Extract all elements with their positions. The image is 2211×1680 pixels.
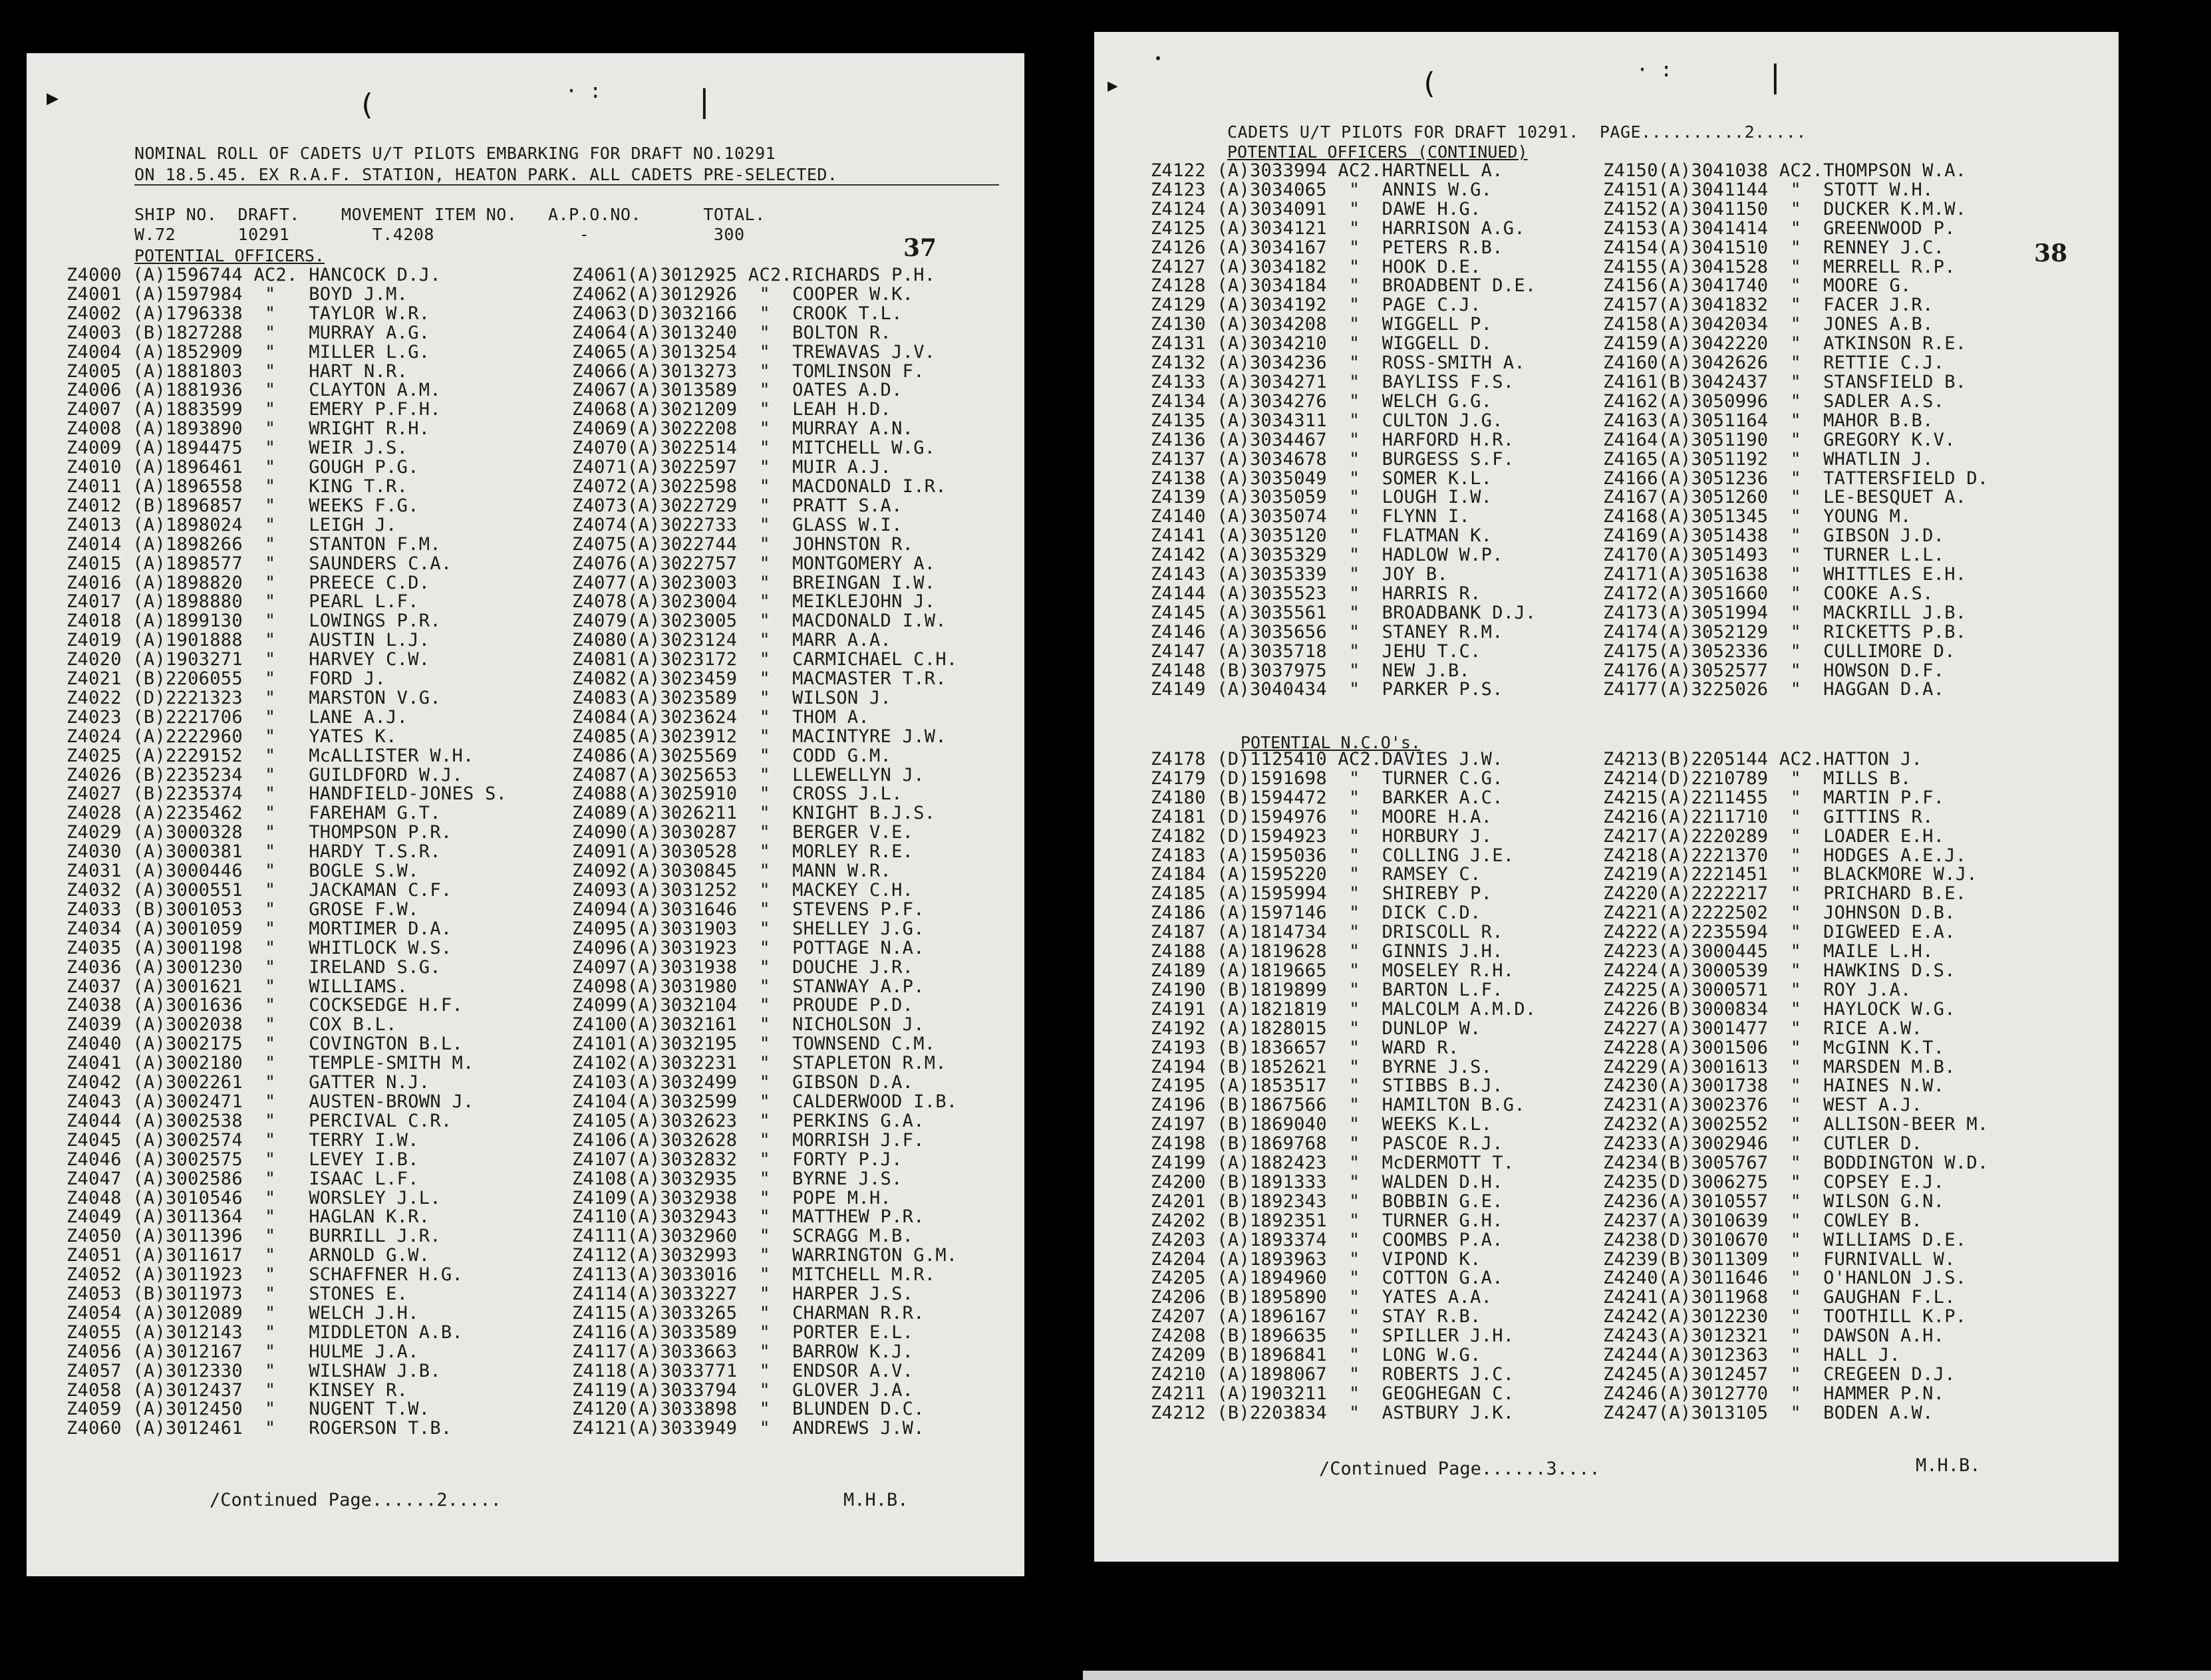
page-number: 37 — [903, 234, 937, 262]
roll-column-left-officers: Z4122 (A)3033994 AC2.HARTNELL A. Z4123 (A)3034065 " ANNIS W.G. Z4124 (A)3034091 " DAWE H.G. Z4125 (A)3034121 " HARRISON A.G. Z4126 (A)3034167 " PETERS R.B. Z4127 (A)3034182 " HOOK D.E. Z4128 (A)3034184 " BROADBENT D.E. Z4129 (A)3034192 " PAGE C.J. Z4130 (A)3034208 " WIGGELL P. Z4131 (A)3034210 " WIGGELL D. Z4132 (A)3034236 " ROSS-SMITH A. Z4133 (A)3034271 " BAYLISS F.S. Z4134 (A)3034276 " WELCH G.G. Z4135 (A)3034311 " CULTON J.G. Z4136 (A)3034467 " HARFORD H.R. Z4137 (A)3034678 " BURGESS S.F. Z4138 (A)3035049 " SOMER K.L. Z4139 (A)3035059 " LOUGH I.W. Z4140 (A)3035074 " FLYNN I. Z4141 (A)3035120 " FLATMAN K. Z4142 (A)3035329 " HADLOW W.P. Z4143 (A)3035339 " JOY B. Z4144 (A)3035523 " HARRIS R. Z4145 (A)3035561 " BROADBANK D.J. Z4146 (A)3035656 " STANEY R.M. Z4147 (A)3035718 " JEHU T.C. Z4148 (B)3037975 " NEW J.B. Z4149 (A)3040434 " PARKER P.S. — [1151, 160, 1537, 700]
roll-subtitle: ON 18.5.45. EX R.A.F. STATION, HEATON PARK. ALL CADETS PRE-SELECTED. — [134, 165, 838, 184]
page-number: 38 — [2034, 239, 2068, 267]
draft-info-labels: SHIP NO. DRAFT. MOVEMENT ITEM NO. A.P.O.NO. TOTAL. — [134, 205, 766, 224]
roll-column-right-officers: Z4150(A)3041038 AC2.THOMPSON W.A. Z4151(A)3041144 " STOTT W.H. Z4152(A)3041150 " DUCKER K.M.W. Z4153(A)3041414 " GREENWOOD P. Z4154(A)3041510 " RENNEY J.C. Z4155(A)3041528 " MERRELL R.P. Z4156(A)3041740 " MOORE G. Z4157(A)3041832 " FACER J.R. Z4158(A)3042034 " JONES A.B. Z4159(A)3042220 " ATKINSON R.E. Z4160(A)3042626 " RETTIE C.J. Z4161(B)3042437 " STANSFIELD B. Z4162(A)3050996 " SADLER A.S. Z4163(A)3051164 " MAHOR B.B. Z4164(A)3051190 " GREGORY K.V. Z4165(A)3051192 " WHATLIN J. Z4166(A)3051236 " TATTERSFIELD D. Z4167(A)3051260 " LE-BESQUET A. Z4168(A)3051345 " YOUNG M. Z4169(A)3051438 " GIBSON J.D. Z4170(A)3051493 " TURNER L.L. Z4171(A)3051638 " WHITTLES E.H. Z4172(A)3051660 " COOKE A.S. Z4173(A)3051994 " MACKRILL J.B. Z4174(A)3052129 " RICKETTS P.B. Z4175(A)3052336 " CULLIMORE D. Z4176(A)3052577 " HOWSON D.F. Z4177(A)3225026 " HAGGAN D.A. — [1603, 160, 1989, 700]
scan-edge — [1083, 1671, 2211, 1680]
section-heading: POTENTIAL OFFICERS. — [134, 246, 325, 265]
punch-mark: · : — [1636, 59, 1673, 82]
page-heading: CADETS U/T PILOTS FOR DRAFT 10291. PAGE..........2..... — [1227, 122, 1807, 142]
section-heading-continued: POTENTIAL OFFICERS (CONTINUED) — [1227, 142, 1528, 162]
roll-title: NOMINAL ROLL OF CADETS U/T PILOTS EMBARKING FOR DRAFT NO.10291 — [134, 144, 776, 163]
initials: M.H.B. — [1916, 1455, 1981, 1476]
punch-mark: | — [1766, 59, 1785, 94]
punch-mark: ▶ — [47, 86, 59, 110]
punch-mark: | — [695, 83, 714, 119]
roll-column-right: Z4061(A)3012925 AC2.RICHARDS P.H. Z4062(A)3012926 " COOPER W.K. Z4063(D)3032166 " CROOK T.L. Z4064(A)3013240 " BOLTON R. Z4065(A)3013254 " TREWAVAS J.V. Z4066(A)3013273 " TOMLINSON F. Z4067(A)3013589 " OATES A.D. Z4068(A)3021209 " LEAH H.D. Z4069(A)3022208 " MURRAY A.N. Z4070(A)3022514 " MITCHELL W.G. Z4071(A)3022597 " MUIR A.J. Z4072(A)3022598 " MACDONALD I.R. Z4073(A)3022729 " PRATT S.A. Z4074(A)3022733 " GLASS W.I. Z4075(A)3022744 " JOHNSTON R. Z4076(A)3022757 " MONTGOMERY A. Z4077(A)3023003 " BREINGAN I.W. Z4078(A)3023004 " MEIKLEJOHN J. Z4079(A)3023005 " MACDONALD I.W. Z4080(A)3023124 " MARR A.A. Z4081(A)3023172 " CARMICHAEL C.H. Z4082(A)3023459 " MACMASTER T.R. Z4083(A)3023589 " WILSON J. Z4084(A)3023624 " THOM A. Z4085(A)3023912 " MACINTYRE J.W. Z4086(A)3025569 " CODD G.M. Z4087(A)3025653 " LLEWELLYN J. Z4088(A)3025910 " CROSS J.L. Z4089(A)3026211 " KNIGHT B.J.S. Z4090(A)3030287 " BERGER V.E. Z4091(A)3030528 " MORLEY R.E. Z4092(A)3030845 " MANN W.R. Z4093(A)3031252 " MACKEY C.H. Z4094(A)3031646 " STEVENS P.F. Z4095(A)3031903 " SHELLEY J.G. Z4096(A)3031923 " POTTAGE N.A. Z4097(A)3031938 " DOUCHE J.R. Z4098(A)3031980 " STANWAY A.P. Z4099(A)3032104 " PROUDE P.D. Z4100(A)3032161 " NICHOLSON J. Z4101(A)3032195 " TOWNSEND C.M. Z4102(A)3032231 " STAPLETON R.M. Z4103(A)3032499 " GIBSON D.A. Z4104(A)3032599 " CALDERWOOD I.B. Z4105(A)3032623 " PERKINS G.A. Z4106(A)3032628 " MORRISH J.F. Z4107(A)3032832 " FORTY P.J. Z4108(A)3032935 " BYRNE J.S. Z4109(A)3032938 " POPE M.H. Z4110(A)3032943 " MATTHEW P.R. Z4111(A)3032960 " SCRAGG M.B. Z4112(A)3032993 " WARRINGTON G.M. Z4113(A)3033016 " MITCHELL M.R. Z4114(A)3033227 " HARPER J.S. Z4115(A)3033265 " CHARMAN R.R. Z4116(A)3033589 " PORTER E.L. Z4117(A)3033663 " BARROW K.J. Z4118(A)3033771 " ENDSOR A.V. Z4119(A)3033794 " GLOVER J.A. Z4120(A)3033898 " BLUNDEN D.C. Z4121(A)3033949 " ANDREWS J.W. — [572, 265, 958, 1439]
roll-column-left-nco: Z4178 (D)1125410 AC2.DAVIES J.W. Z4179 (D)1591698 " TURNER C.G. Z4180 (B)1594472 " BARKER A.C. Z4181 (D)1594976 " MOORE H.A. Z4182 (D)1594923 " HORBURY J. Z4183 (A)1595036 " COLLING J.E. Z4184 (A)1595220 " RAMSEY C. Z4185 (A)1595994 " SHIREBY P. Z4186 (A)1597146 " DICK C.D. Z4187 (A)1814734 " DRISCOLL R. Z4188 (A)1819628 " GINNIS J.H. Z4189 (A)1819665 " MOSELEY R.H. Z4190 (B)1819899 " BARTON L.F. Z4191 (A)1821819 " MALCOLM A.M.D. Z4192 (A)1828015 " DUNLOP W. Z4193 (B)1836657 " WARD R. Z4194 (B)1852621 " BYRNE J.S. Z4195 (A)1853517 " STIBBS B.J. Z4196 (B)1867566 " HAMILTON B.G. Z4197 (B)1869040 " WEEKS K.L. Z4198 (B)1869768 " PASCOE R.J. Z4199 (A)1882423 " McDERMOTT T. Z4200 (B)1891333 " WALDEN D.H. Z4201 (B)1892343 " BOBBIN G.E. Z4202 (B)1892351 " TURNER G.H. Z4203 (A)1893374 " COOMBS P.A. Z4204 (A)1893963 " VIPOND K. Z4205 (A)1894960 " COTTON G.A. Z4206 (B)1895890 " YATES A.A. Z4207 (A)1896167 " STAY R.B. Z4208 (B)1896635 " SPILLER J.H. Z4209 (B)1896841 " LONG W.G. Z4210 (A)1898067 " ROBERTS J.C. Z4211 (A)1903211 " GEOGHEGAN C. Z4212 (B)2203834 " ASTBURY J.K. — [1151, 749, 1537, 1423]
roll-column-left: Z4000 (A)1596744 AC2. HANCOCK D.J. Z4001 (A)1597984 " BOYD J.M. Z4002 (A)1796338 " TAYLOR W.R. Z4003 (B)1827288 " MURRAY A.G. Z4004 (A)1852909 " MILLER L.G. Z4005 (A)1881803 " HART N.R. Z4006 (A)1881936 " CLAYTON A.M. Z4007 (A)1883599 " EMERY P.F.H. Z4008 (A)1893890 " WRIGHT R.H. Z4009 (A)1894475 " WEIR J.S. Z4010 (A)1896461 " GOUGH P.G. Z4011 (A)1896558 " KING T.R. Z4012 (B)1896857 " WEEKS F.G. Z4013 (A)1898024 " LEIGH J. Z4014 (A)1898266 " STANTON F.M. Z4015 (A)1898577 " SAUNDERS C.A. Z4016 (A)1898820 " PREECE C.D. Z4017 (A)1898880 " PEARL L.F. Z4018 (A)1899130 " LOWINGS P.R. Z4019 (A)1901888 " AUSTIN L.J. Z4020 (A)1903271 " HARVEY C.W. Z4021 (B)2206055 " FORD J. Z4022 (D)2221323 " MARSTON V.G. Z4023 (B)2221706 " LANE A.J. Z4024 (A)2222960 " YATES K. Z4025 (A)2229152 " McALLISTER W.H. Z4026 (B)2235234 " GUILDFORD W.J. Z4027 (B)2235374 " HANDFIELD-JONES S. Z4028 (A)2235462 " FAREHAM G.T. Z4029 (A)3000328 " THOMPSON P.R. Z4030 (A)3000381 " HARDY T.S.R. Z4031 (A)3000446 " BOGLE S.W. Z4032 (A)3000551 " JACKAMAN C.F. Z4033 (B)3001053 " GROSE F.W. Z4034 (A)3001059 " MORTIMER D.A. Z4035 (A)3001198 " WHITLOCK W.S. Z4036 (A)3001230 " IRELAND S.G. Z4037 (A)3001621 " WILLIAMS. Z4038 (A)3001636 " COCKSEDGE H.F. Z4039 (A)3002038 " COX B.L. Z4040 (A)3002175 " COVINGTON B.L. Z4041 (A)3002180 " TEMPLE-SMITH M. Z4042 (A)3002261 " GATTER N.J. Z4043 (A)3002471 " AUSTEN-BROWN J. Z4044 (A)3002538 " PERCIVAL C.R. Z4045 (A)3002574 " TERRY I.W. Z4046 (A)3002575 " LEVEY I.B. Z4047 (A)3002586 " ISAAC L.F. Z4048 (A)3010546 " WORSLEY J.L. Z4049 (A)3011364 " HAGLAN K.R. Z4050 (A)3011396 " BURRILL J.R. Z4051 (A)3011617 " ARNOLD G.W. Z4052 (A)3011923 " SCHAFFNER H.G. Z4053 (B)3011973 " STONES E. Z4054 (A)3012089 " WELCH J.H. Z4055 (A)3012143 " MIDDLETON A.B. Z4056 (A)3012167 " HULME J.A. Z4057 (A)3012330 " WILSHAW J.B. Z4058 (A)3012437 " KINSEY R. Z4059 (A)3012450 " NUGENT T.W. Z4060 (A)3012461 " ROGERSON T.B. — [67, 265, 508, 1439]
roll-page-37 — [27, 53, 1024, 1576]
roll-column-right-nco: Z4213(B)2205144 AC2.HATTON J. Z4214(D)2210789 " MILLS B. Z4215(A)2211455 " MARTIN P.F. Z4216(A)2211710 " GITTINS R. Z4217(A)2220289 " LOADER E.H. Z4218(A)2221370 " HODGES A.E.J. Z4219(A)2221451 " BLACKMORE W.J. Z4220(A)2222217 " PRICHARD B.E. Z4221(A)2222502 " JOHNSON D.B. Z4222(A)2235594 " DIGWEED E.A. Z4223(A)3000445 " MAILE L.H. Z4224(A)3000539 " HAWKINS D.S. Z4225(A)3000571 " ROY J.A. Z4226(B)3000834 " HAYLOCK W.G. Z4227(A)3001477 " RICE A.W. Z4228(A)3001506 " McGINN K.T. Z4229(A)3001613 " MARSDEN M.B. Z4230(A)3001738 " HAINES N.W. Z4231(A)3002376 " WEST A.J. Z4232(A)3002552 " ALLISON-BEER M. Z4233(A)3002946 " CUTLER D. Z4234(B)3005767 " BODDINGTON W.D. Z4235(D)3006275 " COPSEY E.J. Z4236(A)3010557 " WILSON G.N. Z4237(A)3010639 " COWLEY B. Z4238(D)3010670 " WILLIAMS D.E. Z4239(B)3011309 " FURNIVALL W. Z4240(A)3011646 " O'HANLON J.S. Z4241(A)3011968 " GAUGHAN F.L. Z4242(A)3012230 " TOOTHILL K.P. Z4243(A)3012321 " DAWSON A.H. Z4244(A)3012363 " HALL J. Z4245(A)3012457 " CREGEEN D.J. Z4246(A)3012770 " HAMMER P.N. Z4247(A)3013105 " BODEN A.W. — [1603, 749, 1989, 1423]
draft-info-values: W.72 10291 T.4208 - 300 — [134, 225, 745, 244]
roll-page-38 — [1094, 32, 2119, 1562]
punch-mark: ( — [358, 88, 376, 122]
punch-mark: ( — [1420, 67, 1438, 100]
section-heading-nco: POTENTIAL N.C.O's. — [1241, 733, 1421, 752]
initials: M.H.B. — [843, 1490, 909, 1510]
punch-mark: • — [1154, 51, 1163, 67]
continued-note: /Continued Page......3.... — [1319, 1459, 1600, 1479]
punch-mark: · : — [565, 80, 602, 103]
continued-note: /Continued Page......2..... — [210, 1490, 502, 1510]
title-rule — [134, 184, 999, 186]
punch-mark: ▶ — [1107, 76, 1118, 96]
